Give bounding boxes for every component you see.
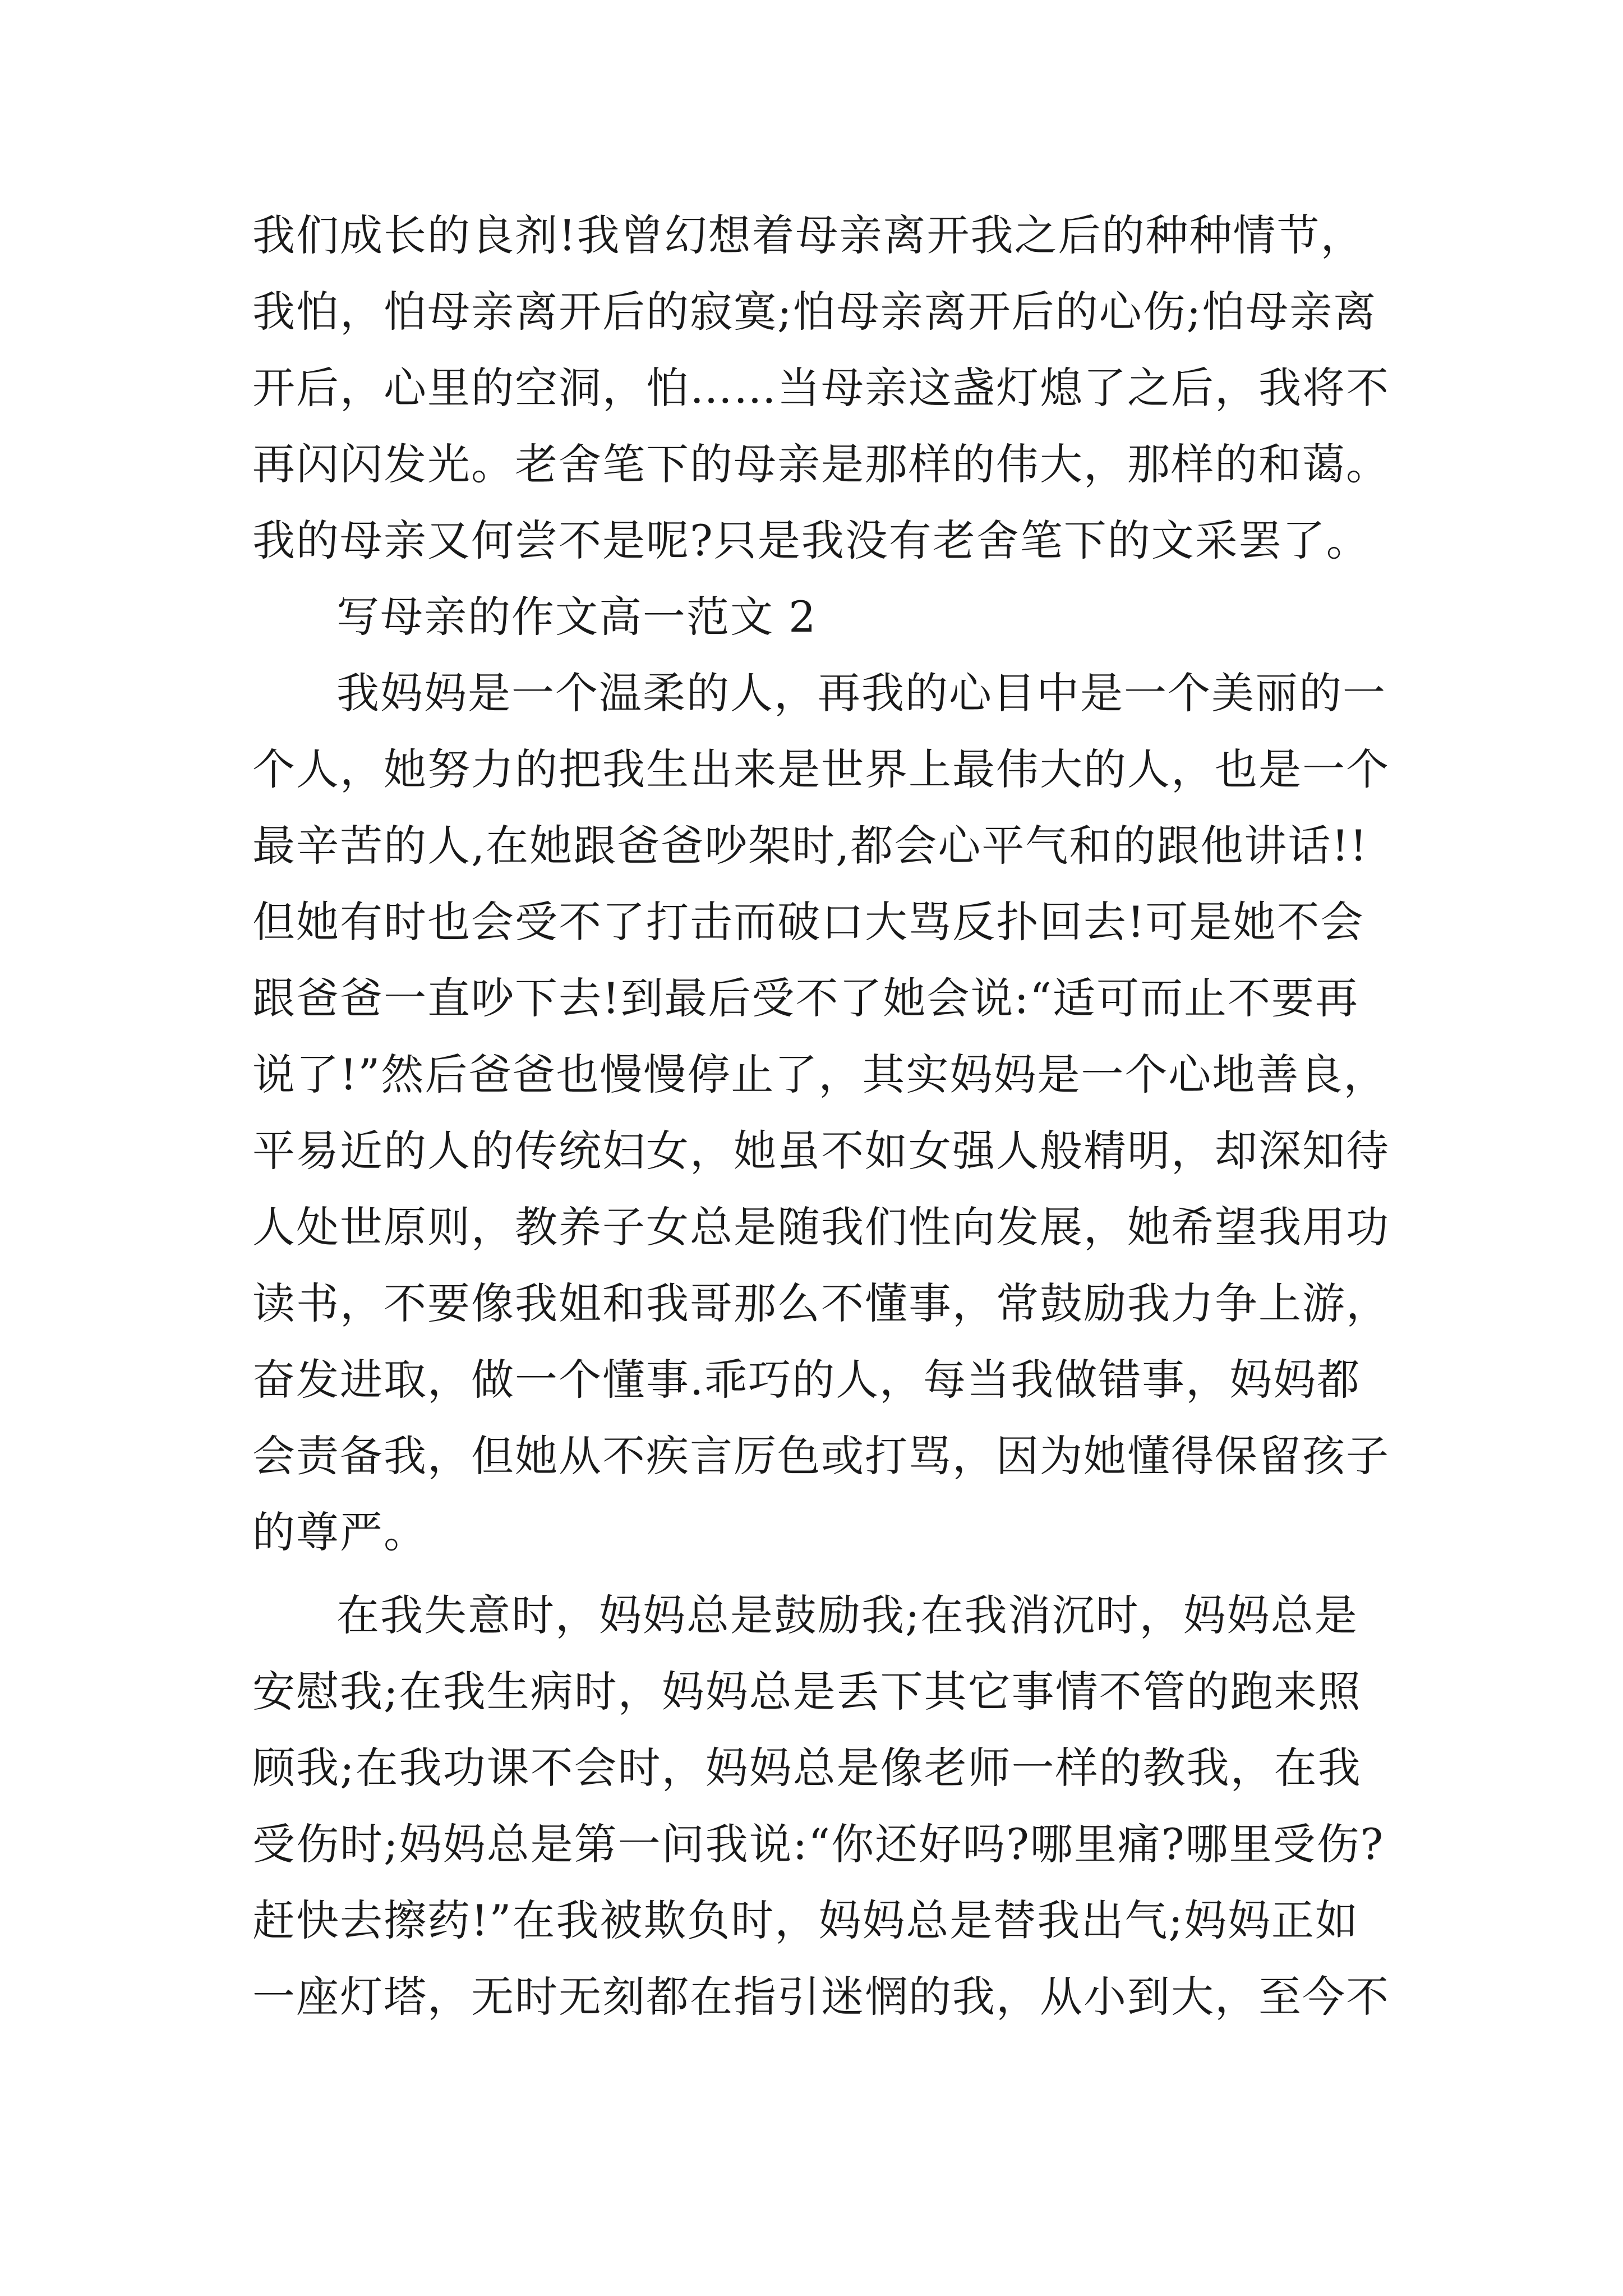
text-line: 我怕，怕母亲离开后的寂寞;怕母亲离开后的心伤;怕母亲离 [252, 287, 1377, 337]
text-line: 说了!”然后爸爸也慢慢停止了，其实妈妈是一个心地善良， [252, 1050, 1387, 1099]
text-line: 在我失意时，妈妈总是鼓励我;在我消沉时，妈妈总是 [336, 1590, 1358, 1640]
text-line: 我妈妈是一个温柔的人，再我的心目中是一个美丽的一 [336, 668, 1386, 718]
text-line: 再闪闪发光。老舍笔下的母亲是那样的伟大，那样的和蔼。 [252, 439, 1390, 489]
text-line: 奋发进取，做一个懂事.乖巧的人，每当我做错事，妈妈都 [252, 1355, 1361, 1405]
text-line: 我的母亲又何尝不是呢?只是我没有老舍笔下的文采罢了。 [252, 516, 1370, 565]
text-line: 跟爸爸一直吵下去!到最后受不了她会说:“适可而止不要再 [252, 973, 1359, 1023]
text-line: 一座灯塔，无时无刻都在指引迷惘的我，从小到大，至今不 [252, 1972, 1390, 2022]
text-line: 开后，心里的空洞，怕……当母亲这盏灯熄了之后，我将不 [252, 363, 1390, 413]
text-line: 但她有时也会受不了打击而破口大骂反扑回去!可是她不会 [252, 897, 1364, 947]
text-line: 顾我;在我功课不会时，妈妈总是像老师一样的教我，在我 [252, 1743, 1362, 1793]
text-line: 的尊严。 [252, 1507, 427, 1557]
text-line: 最辛苦的人,在她跟爸爸吵架时,都会心平气和的跟他讲话!! [252, 821, 1368, 871]
text-line: 赶快去擦药!”在我被欺负时，妈妈总是替我出气;妈妈正如 [252, 1895, 1359, 1945]
text-line: 会责备我，但她从不疾言厉色或打骂，因为她懂得保留孩子 [252, 1431, 1390, 1481]
section-heading: 写母亲的作文高一范文 2 [336, 592, 817, 642]
text-line: 我们成长的良剂!我曾幻想着母亲离开我之后的种种情节， [252, 210, 1364, 260]
text-line: 读书，不要像我姐和我哥那么不懂事，常鼓励我力争上游， [252, 1278, 1390, 1328]
text-line: 受伤时;妈妈总是第一问我说:“你还好吗?哪里痛?哪里受伤? [252, 1819, 1385, 1869]
text-line: 人处世原则，教养子女总是随我们性向发展，她希望我用功 [252, 1202, 1390, 1252]
text-line: 平易近的人的传统妇女，她虽不如女强人般精明，却深知待 [252, 1126, 1390, 1176]
text-line: 安慰我;在我生病时，妈妈总是丢下其它事情不管的跑来照 [252, 1667, 1362, 1717]
text-line: 个人，她努力的把我生出来是世界上最伟大的人，也是一个 [252, 744, 1390, 794]
